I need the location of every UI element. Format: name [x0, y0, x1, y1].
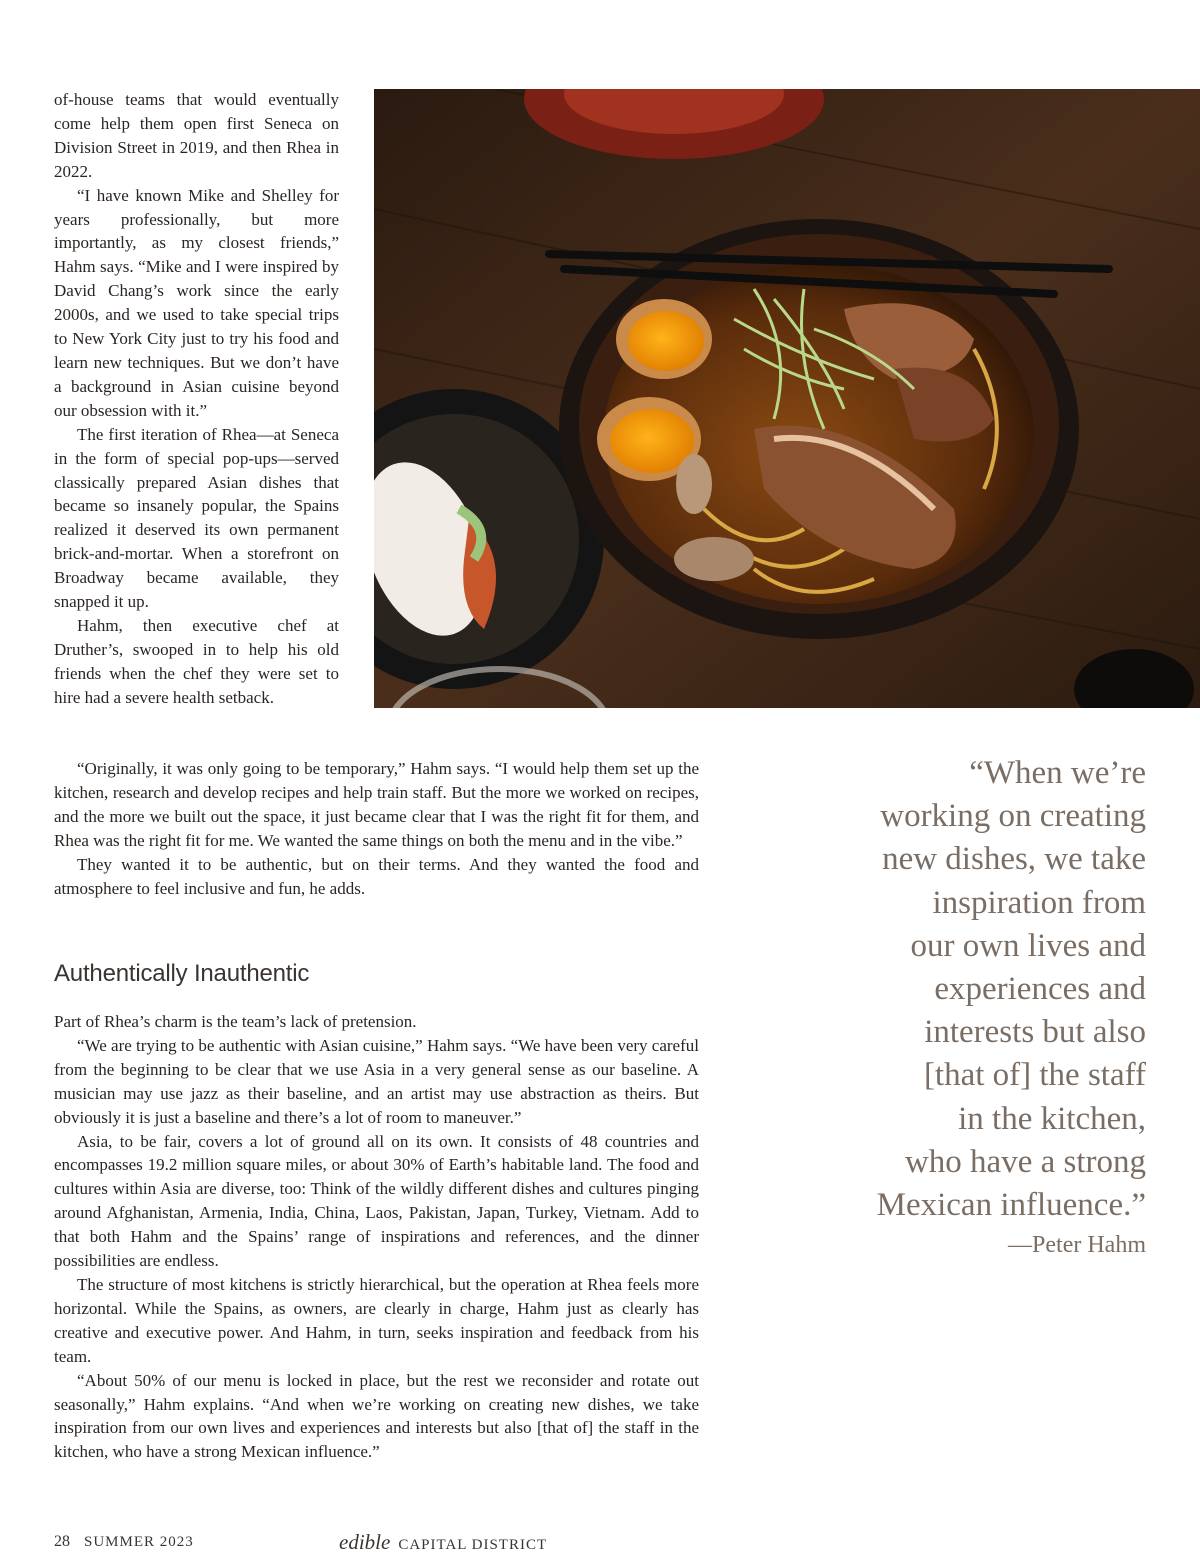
brand-italic: edible — [339, 1530, 391, 1554]
pull-quote-line: interests but also — [924, 1014, 1146, 1051]
paragraph: Asia, to be fair, covers a lot of ground all on its own. It consists of 48 countries and encompasses 19.2 million square miles, or about 30% of Earth’s habitable land. The food and cultures within Asia are diverse, too: Think of the wildly different dishes and cultures pinging around Afghanistan, Armenia, India, China, Laos, Pakistan, Japan, Turkey, Vietnam. Add to that both Hahm and the Spains’ range of inspirations and references, and the dinner possibilities are endless. — [54, 1131, 699, 1271]
issue-season: SUMMER 2023 — [84, 1534, 194, 1550]
publication-brand — [339, 1530, 547, 1555]
pull-quote-attribution: —Peter Hahm — [1008, 1232, 1146, 1258]
pull-quote-line: experiences and — [934, 971, 1146, 1008]
pull-quote-line: working on creating — [880, 798, 1146, 835]
paragraph: Part of Rhea’s charm is the team’s lack of pretension. — [54, 1012, 417, 1031]
article-column-wide-upper — [54, 757, 699, 900]
pull-quote-line: [that of] the staff — [923, 1057, 1146, 1094]
pull-quote-line: new dishes, we take — [882, 841, 1146, 878]
paragraph: of-house teams that would eventually come help them open first Seneca on Division Street in 2019, and then Rhea in 2022. — [54, 90, 339, 181]
paragraph: They wanted it to be authentic, but on their terms. And they wanted the food and atmosphere to feel inclusive and fun, he adds. — [54, 854, 699, 898]
pull-quote-line: Mexican influence.” — [876, 1187, 1146, 1224]
pull-quote-line: in the kitchen, — [958, 1100, 1146, 1137]
pull-quote-line: inspiration from — [932, 884, 1146, 921]
paragraph: “I have known Mike and Shelley for years professionally, but more importantly, as my closest friends,” Hahm says. “Mike and I were inspired by David Chang’s work since the early 2000s, and we used to take special trips to New York City just to try his food and learn new techniques. But we don’t have a background in Asian cuisine beyond our obsession with it.” — [54, 185, 339, 420]
ramen-bowl-illustration — [374, 89, 1200, 708]
page-number: 28 — [54, 1533, 70, 1550]
section-heading: Authentically Inauthentic — [54, 960, 310, 987]
pull-quote-line: who have a strong — [904, 1143, 1146, 1180]
ramen-photo — [374, 89, 1200, 708]
page-footer — [54, 1530, 548, 1554]
paragraph: Hahm, then executive chef at Druther’s, swooped in to help his old friends when the chef they were set to hire had a severe health setback. — [54, 615, 339, 707]
paragraph: “Originally, it was only going to be temporary,” Hahm says. “I would help them set up the kitchen, research and develop recipes and help train staff. But the more we worked on recipes, and the more we built out the space, it just became clear that I was the right fit for them, and Rhea was the right fit for me. We wanted the same things on both the menu and in the vibe.” — [54, 759, 699, 850]
pull-quote — [826, 752, 1146, 1227]
paragraph: “About 50% of our menu is locked in place, but the rest we reconsider and rotate out seasonally,” Hahm explains. “And when we’re working on creating new dishes, we take inspiration from our own lives and experiences and interests but also [that of] the staff in the kitchen, who have a strong Mexican influence.” — [54, 1370, 699, 1462]
article-column-wide-lower — [54, 1010, 699, 1464]
paragraph: The structure of most kitchens is strictly hierarchical, but the operation at Rhea feels more horizontal. While the Spains, as owners, are clearly in charge, Hahm just as clearly has creative and executive power. And Hahm, in turn, seeks inspiration and feedback from his team. — [54, 1274, 699, 1366]
brand-caps: CAPITAL DISTRICT — [398, 1537, 548, 1553]
paragraph: The first iteration of Rhea—at Seneca in the form of special pop-ups—served classically prepared Asian dishes that became so insanely popular, the Spains realized it deserved its own permanent brick-and-mortar. When a storefront on Broadway became available, they snapped it up. — [54, 424, 339, 612]
pull-quote-line: our own lives and — [910, 927, 1146, 964]
paragraph: “We are trying to be authentic with Asian cuisine,” Hahm says. “We have been very careful from the beginning to be clear that we use Asia in a very general sense as our baseline. A musician may use jazz as their baseline, and an artist may use abstraction as theirs. But obviously it is just a baseline and there’s a lot of room to maneuver.” — [54, 1035, 699, 1127]
article-column-narrow — [54, 88, 339, 710]
pull-quote-line: “When we’re — [969, 755, 1146, 791]
